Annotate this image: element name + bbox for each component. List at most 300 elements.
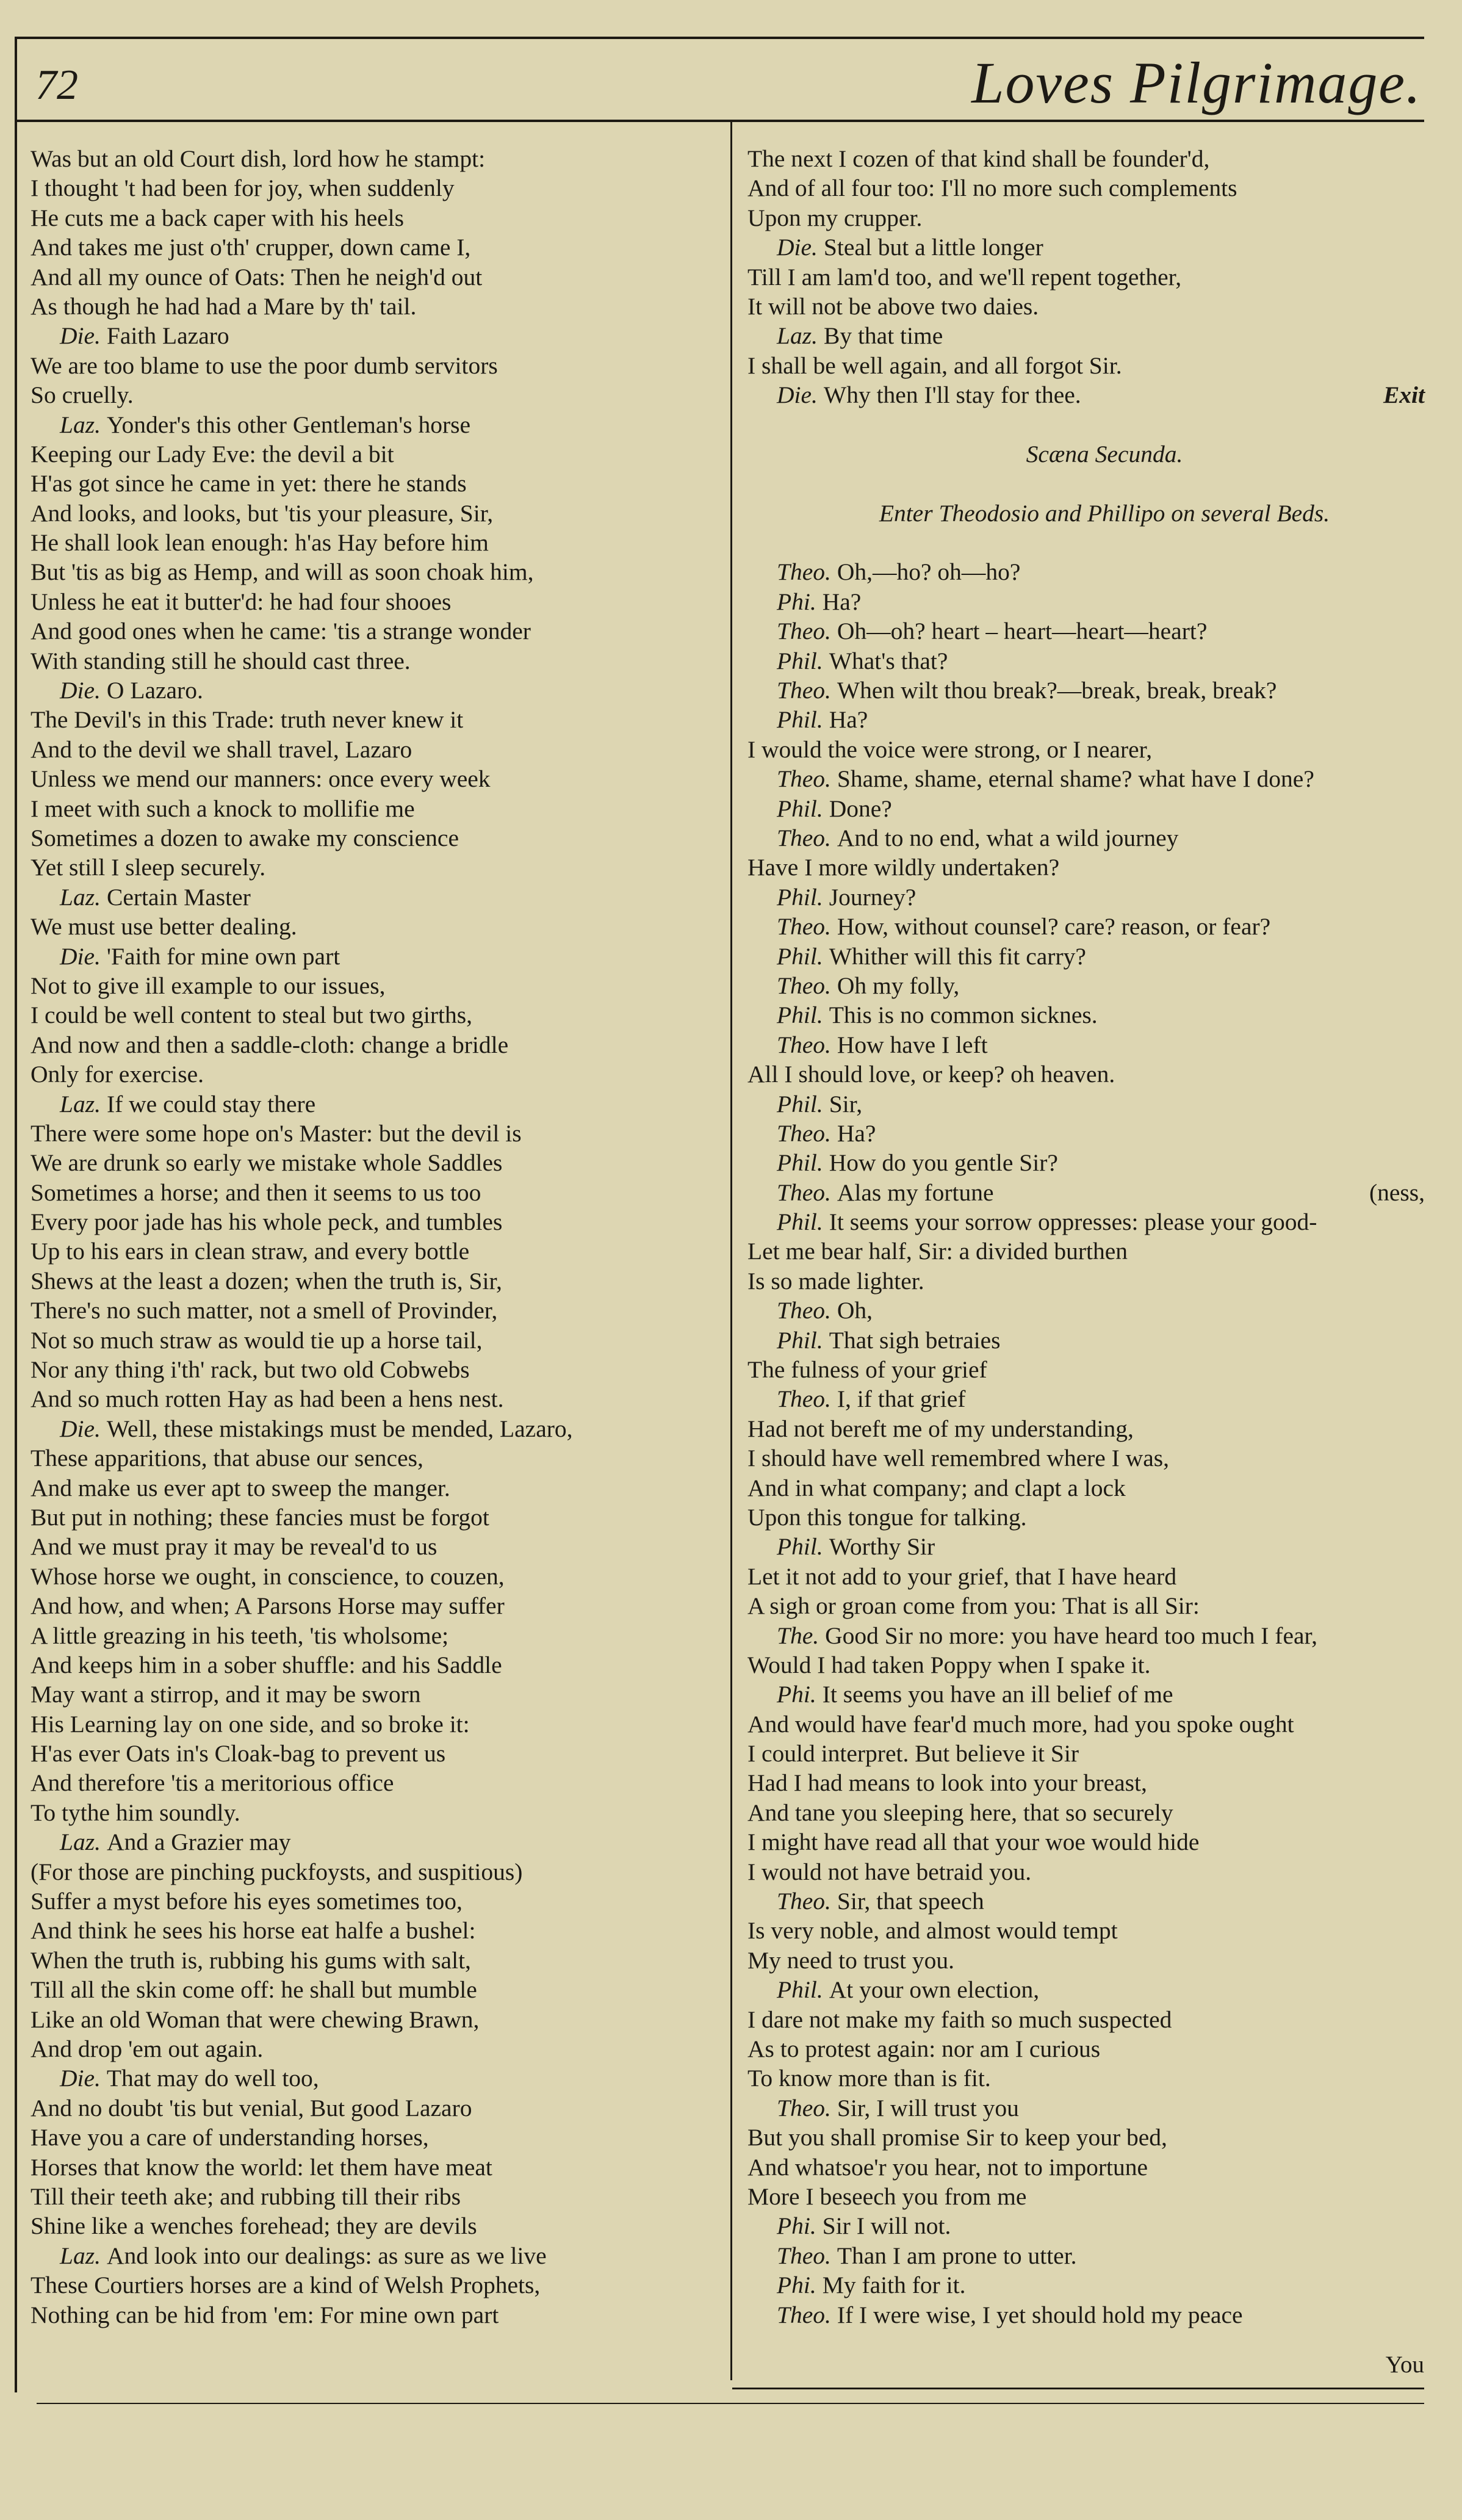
verse-line — [747, 1443, 1425, 1473]
line-text: Oh,—ho? oh—ho? — [837, 558, 1021, 586]
line-tail: (ness, — [1369, 1179, 1425, 1206]
speech-line — [747, 794, 1425, 823]
line-text: All I should love, or keep? oh heaven. — [747, 1061, 1115, 1088]
line-text: Had I had means to look into your breast, — [747, 1769, 1147, 1797]
line-text: He cuts me a back caper with his heels — [31, 204, 405, 231]
speaker-name: Phil. — [777, 1090, 823, 1117]
verse-line — [747, 1591, 1425, 1620]
line-text: A little greazing in his teeth, 'tis wholsome; — [31, 1622, 449, 1649]
line-text: And of all four too: I'll no more such complements — [747, 175, 1237, 202]
speaker-name: Theo. — [777, 913, 831, 940]
line-text: And keeps him in a sober shuffle: and his Saddle — [31, 1651, 502, 1678]
line-text: But 'tis as big as Hemp, and will as soon choak him, — [31, 558, 534, 586]
verse-line — [31, 764, 720, 793]
speaker-name: Phil. — [777, 1976, 823, 2004]
verse-line — [31, 2005, 720, 2034]
line-text: Oh, — [837, 1297, 873, 1324]
line-text: We must use better dealing. — [31, 913, 297, 940]
verse-line — [31, 1886, 720, 1916]
verse-line — [747, 2005, 1425, 2034]
verse-line — [31, 1798, 720, 1827]
line-text: More I beseech you from me — [747, 2182, 1027, 2210]
speech-line — [747, 1030, 1425, 1060]
speech-line — [747, 823, 1425, 853]
verse-line — [747, 1916, 1425, 1945]
speech-line — [747, 1089, 1425, 1119]
speaker-name: Phil. — [777, 1149, 823, 1177]
verse-line — [747, 1266, 1425, 1296]
line-text: Up to his ears in clean straw, and every bottle — [31, 1238, 470, 1265]
line-text: Unless he eat it butter'd: he had four shooes — [31, 588, 452, 615]
line-text: May want a stirrop, and it may be sworn — [31, 1681, 421, 1708]
line-text: These Courtiers horses are a kind of Welsh Prophets, — [31, 2272, 541, 2299]
line-text: Faith Lazaro — [106, 322, 229, 350]
verse-line — [31, 1975, 720, 2004]
speech-line — [747, 233, 1425, 262]
speech-line — [747, 1621, 1425, 1650]
line-text: Sometimes a dozen to awake my conscience — [31, 824, 459, 851]
speech-line — [747, 912, 1425, 941]
line-text: Whither will this fit carry? — [829, 942, 1086, 970]
line-text: We are too blame to use the poor dumb servitors — [31, 352, 498, 379]
verse-line — [747, 1827, 1425, 1857]
verse-line — [31, 2211, 720, 2240]
line-text: Sir, that speech — [837, 1888, 984, 1915]
verse-line — [747, 1355, 1425, 1384]
line-text: 'Faith for mine own part — [106, 942, 340, 970]
verse-line — [747, 144, 1425, 173]
verse-line — [31, 1296, 720, 1325]
speech-line — [31, 942, 720, 971]
line-text: Shews at the least a dozen; when the truth is, Sir, — [31, 1267, 502, 1294]
speaker-name: Theo. — [777, 1031, 831, 1058]
line-text: My need to trust you. — [747, 1946, 955, 1974]
speaker-name: Phi. — [777, 2272, 816, 2299]
line-text: Till their teeth ake; and rubbing till their ribs — [31, 2182, 461, 2210]
speech-line — [747, 1975, 1425, 2004]
line-text: And to the devil we shall travel, Lazaro — [31, 735, 412, 763]
line-text: Oh—oh? heart – heart—heart—heart? — [837, 618, 1208, 645]
verse-line — [31, 469, 720, 498]
line-text: I could be well content to steal but two girths, — [31, 1002, 473, 1029]
verse-line — [31, 1916, 720, 1945]
bottom-rule — [732, 2388, 1424, 2389]
line-text: I would not have betraid you. — [747, 1858, 1032, 1885]
line-text: O Lazaro. — [106, 677, 203, 704]
verse-line — [31, 1178, 720, 1207]
line-text: I meet with such a knock to mollifie me — [31, 795, 415, 822]
header-rule — [15, 120, 1424, 122]
scene-heading: Scæna Secunda. — [1026, 440, 1183, 468]
line-text: Till all the skin come off: he shall but mumble — [31, 1976, 477, 2004]
speech-line — [747, 2211, 1425, 2240]
speech-line — [747, 1532, 1425, 1561]
line-text: Ha? — [829, 706, 868, 734]
speech-line — [31, 2241, 720, 2270]
line-text: Nothing can be hid from 'em: For mine own part — [31, 2301, 499, 2328]
speaker-name: Die. — [60, 2065, 101, 2092]
line-text: Ha? — [822, 588, 862, 615]
verse-line — [747, 1798, 1425, 1827]
line-text: As to protest again: nor am I curious — [747, 2035, 1101, 2062]
line-text: And whatsoe'r you hear, not to importune — [747, 2153, 1148, 2181]
line-text: What's that? — [829, 647, 948, 674]
speaker-name: Phil. — [777, 1208, 823, 1236]
speaker-name: Theo. — [777, 1179, 831, 1206]
line-text: And good ones when he came: 'tis a strange wonder — [31, 618, 531, 645]
verse-line — [31, 1060, 720, 1089]
line-text: Yonder's this other Gentleman's horse — [106, 411, 471, 438]
speaker-name: Theo. — [777, 558, 831, 586]
line-text: And make us ever apt to sweep the manger. — [31, 1474, 450, 1501]
line-text: This is no common sicknes. — [829, 1002, 1098, 1029]
verse-line — [31, 1680, 720, 1709]
line-text: As though he had had a Mare by th' tail. — [31, 292, 417, 320]
line-text: There were some hope on's Master: but the devil is — [31, 1119, 522, 1147]
top-border — [15, 37, 1424, 39]
speech-line — [747, 883, 1425, 912]
line-text: My faith for it. — [822, 2272, 966, 2299]
speaker-name: Theo. — [777, 1119, 831, 1147]
line-text: And think he sees his horse eat halfe a bushel: — [31, 1917, 476, 1944]
line-text: Journey? — [829, 883, 916, 911]
line-text: Not so much straw as would tie up a horse tail, — [31, 1326, 483, 1354]
line-text: Is very noble, and almost would tempt — [747, 1917, 1118, 1944]
line-text: And look into our dealings: as sure as we live — [106, 2242, 547, 2269]
speaker-name: Laz. — [60, 883, 101, 911]
verse-line — [31, 1562, 720, 1591]
verse-line — [31, 203, 720, 233]
verse-line — [747, 292, 1425, 321]
verse-line — [31, 2153, 720, 2182]
verse-line — [747, 2153, 1425, 2182]
line-text: Sir, — [829, 1090, 863, 1117]
speaker-name: Die. — [777, 234, 818, 261]
line-text: How, without counsel? care? reason, or fear? — [837, 913, 1271, 940]
line-text: Sir I will not. — [822, 2212, 951, 2240]
speaker-name: Theo. — [777, 972, 831, 999]
line-text: I would the voice were strong, or I nearer, — [747, 735, 1153, 763]
line-text: If I were wise, I yet should hold my peace — [837, 2301, 1243, 2328]
line-text: And would have fear'd much more, had you spoke ought — [747, 1710, 1294, 1738]
verse-line — [31, 262, 720, 292]
line-text: I should have well remembred where I was, — [747, 1445, 1169, 1472]
line-text: Horses that know the world: let them have meat — [31, 2153, 492, 2181]
verse-line — [31, 1857, 720, 1886]
line-text: And no doubt 'tis but venial, But good Lazaro — [31, 2094, 472, 2121]
line-text: Shine like a wenches forehead; they are devils — [31, 2212, 477, 2240]
speech-line — [31, 1827, 720, 1857]
line-text: At your own election, — [829, 1976, 1040, 2004]
speech-line — [31, 1089, 720, 1119]
stage-direction-exit: Exit — [1383, 381, 1425, 409]
verse-line — [31, 1000, 720, 1030]
speech-line — [747, 1000, 1425, 1030]
verse-line — [747, 1650, 1425, 1680]
line-text: It seems your sorrow oppresses: please your good- — [829, 1208, 1317, 1236]
verse-line — [31, 616, 720, 646]
verse-line — [747, 173, 1425, 203]
page-number: 72 — [35, 62, 78, 109]
line-text: That may do well too, — [106, 2065, 319, 2092]
footer-rule — [37, 2403, 1424, 2404]
speaker-name: Phil. — [777, 883, 823, 911]
line-text: Upon this tongue for talking. — [747, 1503, 1027, 1531]
speaker-name: Theo. — [777, 2301, 831, 2328]
speech-line — [747, 321, 1425, 350]
verse-line — [31, 794, 720, 823]
line-text: And so much rotten Hay as had been a hens nest. — [31, 1385, 504, 1413]
speaker-name: Phi. — [777, 1681, 816, 1708]
speech-line — [747, 2241, 1425, 2270]
speech-line — [747, 971, 1425, 1000]
speech-line — [747, 1326, 1425, 1355]
line-text: Sir, I will trust you — [837, 2094, 1019, 2121]
line-text: Than I am prone to utter. — [837, 2242, 1077, 2269]
line-text: Suffer a myst before his eyes sometimes too, — [31, 1888, 463, 1915]
line-text: Have I more wildly undertaken? — [747, 854, 1060, 881]
verse-line — [31, 971, 720, 1000]
verse-line — [31, 1237, 720, 1266]
line-text: And we must pray it may be reveal'd to us — [31, 1533, 438, 1561]
verse-line — [31, 2270, 720, 2300]
speaker-name: Die. — [60, 322, 101, 350]
speaker-name: Phi. — [777, 2212, 816, 2240]
verse-line — [747, 2034, 1425, 2063]
verse-line — [747, 2182, 1425, 2211]
line-text: Nor any thing i'th' rack, but two old Cobwebs — [31, 1356, 470, 1384]
verse-line — [31, 144, 720, 173]
running-title: Loves Pilgrimage. — [971, 50, 1422, 115]
line-text: These apparitions, that abuse our sences, — [31, 1445, 423, 1472]
speaker-name: Phil. — [777, 1326, 823, 1354]
line-text: I, if that grief — [837, 1385, 966, 1413]
line-text: And therefore 'tis a meritorious office — [31, 1769, 394, 1797]
verse-line — [31, 1621, 720, 1650]
line-text: The Devil's in this Trade: truth never knew it — [31, 706, 464, 734]
left-border — [15, 37, 17, 2392]
verse-line — [31, 1532, 720, 1561]
line-text: I might have read all that your woe would hide — [747, 1829, 1200, 1856]
verse-line — [31, 499, 720, 528]
verse-line — [31, 1030, 720, 1060]
speaker-name: Laz. — [60, 2242, 101, 2269]
speaker-name: Theo. — [777, 1385, 831, 1413]
verse-line — [747, 1237, 1425, 1266]
column-divider — [730, 122, 732, 2380]
speech-line — [747, 1886, 1425, 1916]
line-text: By that time — [823, 322, 943, 350]
line-text: Oh my folly, — [837, 972, 960, 999]
speaker-name: Phil. — [777, 1002, 823, 1029]
verse-line — [31, 173, 720, 203]
line-text: With standing still he should cast three. — [31, 647, 411, 674]
line-text: H'as got since he came in yet: there he stands — [31, 470, 467, 497]
verse-line — [31, 1355, 720, 1384]
verse-line — [747, 2123, 1425, 2152]
line-text: Certain Master — [106, 883, 251, 911]
speaker-name: Die. — [777, 381, 818, 409]
line-text: Ha? — [837, 1119, 876, 1147]
line-text: Like an old Woman that were chewing Brawn, — [31, 2006, 480, 2033]
line-text: Steal but a little longer — [823, 234, 1043, 261]
verse-line — [747, 1060, 1425, 1089]
speaker-name: Phi. — [777, 588, 816, 615]
verse-line — [747, 2063, 1425, 2093]
speech-line — [747, 1384, 1425, 1413]
line-text: And tane you sleeping here, that so securely — [747, 1799, 1173, 1826]
verse-line — [747, 1562, 1425, 1591]
line-text: A sigh or groan come from you: That is all Sir: — [747, 1592, 1200, 1620]
speech-line — [31, 883, 720, 912]
speech-line — [747, 1207, 1425, 1237]
line-text: To know more than is fit. — [747, 2065, 991, 2092]
verse-line — [31, 1443, 720, 1473]
line-text: Keeping our Lady Eve: the devil a bit — [31, 440, 394, 468]
line-text: Alas my fortune — [837, 1179, 994, 1206]
blank-line — [747, 410, 1425, 439]
line-text: (For those are pinching puckfoysts, and suspitious) — [31, 1858, 523, 1885]
speaker-name: Phil. — [777, 795, 823, 822]
verse-line — [31, 705, 720, 734]
speaker-name: Theo. — [777, 618, 831, 645]
line-text: I thought 't had been for joy, when suddenly — [31, 175, 455, 202]
line-text: Shame, shame, eternal shame? what have I done? — [837, 765, 1314, 793]
line-text: There's no such matter, not a smell of Provinder, — [31, 1297, 498, 1324]
line-text: When wilt thou break?—break, break, break? — [837, 677, 1277, 704]
line-text: When the truth is, rubbing his gums with salt, — [31, 1946, 471, 1974]
line-text: Not to give ill example to our issues, — [31, 972, 386, 999]
line-text: And in what company; and clapt a lock — [747, 1474, 1126, 1501]
line-text: And how, and when; A Parsons Horse may suffer — [31, 1592, 505, 1620]
line-text: We are drunk so early we mistake whole Saddles — [31, 1149, 503, 1177]
blank-line — [747, 469, 1425, 498]
verse-line — [31, 2034, 720, 2063]
line-text: If we could stay there — [106, 1090, 316, 1117]
verse-line — [31, 1709, 720, 1739]
line-text: And looks, and looks, but 'tis your pleasure, Sir, — [31, 499, 494, 527]
speech-line — [747, 2270, 1425, 2300]
speaker-name: Phil. — [777, 942, 823, 970]
line-text: How have I left — [837, 1031, 988, 1058]
line-text: Only for exercise. — [31, 1061, 204, 1088]
speaker-name: Die. — [60, 677, 101, 704]
verse-line — [31, 1650, 720, 1680]
speech-line — [747, 705, 1425, 734]
line-text: And drop 'em out again. — [31, 2035, 264, 2062]
line-text: But you shall promise Sir to keep your bed, — [747, 2124, 1167, 2151]
verse-line — [31, 439, 720, 469]
line-text: But put in nothing; these fancies must be forgot — [31, 1503, 489, 1531]
verse-line — [31, 2093, 720, 2123]
verse-line — [31, 1473, 720, 1503]
verse-line — [747, 853, 1425, 882]
line-text: And takes me just o'th' crupper, down came I, — [31, 234, 471, 261]
line-text: Would I had taken Poppy when I spake it. — [747, 1651, 1151, 1678]
speech-line — [747, 2093, 1425, 2123]
speaker-name: Phil. — [777, 647, 823, 674]
line-text: So cruelly. — [31, 381, 134, 409]
verse-line — [31, 735, 720, 764]
line-text: Was but an old Court dish, lord how he stampt: — [31, 145, 486, 172]
line-text: Let it not add to your grief, that I have heard — [747, 1562, 1177, 1590]
speaker-name: Phil. — [777, 706, 823, 734]
line-text: Well, these mistakings must be mended, Lazaro, — [106, 1415, 573, 1442]
speech-line — [31, 1414, 720, 1443]
line-text: Till I am lam'd too, and we'll repent together, — [747, 263, 1182, 291]
line-text: And all my ounce of Oats: Then he neigh'd out — [31, 263, 483, 291]
verse-line — [31, 292, 720, 321]
verse-line — [31, 2123, 720, 2152]
speaker-name: Laz. — [777, 322, 818, 350]
verse-line — [31, 1384, 720, 1413]
line-text: And a Grazier may — [106, 1829, 291, 1856]
line-text: H'as ever Oats in's Cloak-bag to prevent us — [31, 1740, 446, 1767]
verse-line — [31, 1148, 720, 1177]
verse-line — [31, 587, 720, 616]
speech-line — [747, 557, 1425, 587]
line-text: Unless we mend our manners: once every week — [31, 765, 491, 793]
speaker-name: Die. — [60, 942, 101, 970]
speech-line — [747, 1296, 1425, 1325]
left-text-column — [31, 144, 720, 2330]
speaker-name: Theo. — [777, 1297, 831, 1324]
speaker-name: Theo. — [777, 677, 831, 704]
line-text: And now and then a saddle-cloth: change a bridle — [31, 1031, 509, 1058]
verse-line — [31, 1207, 720, 1237]
verse-line — [31, 1768, 720, 1797]
speaker-name: Theo. — [777, 824, 831, 851]
scene-heading: Enter Theodosio and Phillipo on several Beds. — [879, 499, 1330, 527]
verse-line — [31, 1119, 720, 1148]
speech-line — [747, 764, 1425, 793]
speech-line — [747, 942, 1425, 971]
speaker-name: Theo. — [777, 2094, 831, 2121]
speech-line — [747, 1148, 1425, 1177]
line-text: Let me bear half, Sir: a divided burthen — [747, 1238, 1128, 1265]
line-text: It will not be above two daies. — [747, 292, 1039, 320]
verse-line — [747, 1709, 1425, 1739]
verse-line — [747, 1414, 1425, 1443]
speech-line — [747, 646, 1425, 676]
verse-line — [31, 646, 720, 676]
catchword: You — [1385, 2352, 1424, 2378]
verse-line — [31, 853, 720, 882]
verse-line — [31, 1591, 720, 1620]
line-text: Why then I'll stay for thee. — [823, 381, 1081, 409]
speaker-name: Laz. — [60, 1090, 101, 1117]
line-text: Good Sir no more: you have heard too much I fear, — [825, 1622, 1317, 1649]
speaker-name: Laz. — [60, 411, 101, 438]
line-text: Have you a care of understanding horses, — [31, 2124, 429, 2151]
line-text: The fulness of your grief — [747, 1356, 987, 1384]
line-text: His Learning lay on one side, and so broke it: — [31, 1710, 470, 1738]
speech-line — [747, 1178, 1425, 1207]
speech-line — [31, 410, 720, 439]
verse-line — [31, 1503, 720, 1532]
speech-line — [31, 676, 720, 705]
verse-line — [747, 1739, 1425, 1768]
speaker-name: The. — [777, 1622, 819, 1649]
speech-line — [747, 2300, 1425, 2330]
line-text: Worthy Sir — [829, 1533, 935, 1561]
line-text: Is so made lighter. — [747, 1267, 924, 1294]
verse-line — [31, 2300, 720, 2330]
verse-line — [31, 233, 720, 262]
speech-line — [747, 676, 1425, 705]
line-text: I dare not make my faith so much suspected — [747, 2006, 1172, 2033]
verse-line — [31, 351, 720, 380]
